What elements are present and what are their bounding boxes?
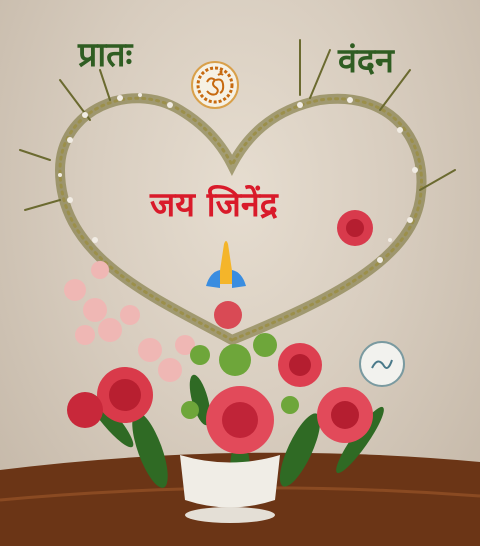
vase <box>180 455 280 508</box>
greeting-left-text: प्रातः <box>78 35 133 75</box>
folded-hands-icon <box>196 234 256 294</box>
om-icon <box>190 60 240 110</box>
greeting-right-text: वंदन <box>338 41 394 81</box>
title-text: जय जिनेंद्र <box>150 185 278 225</box>
watermark-stamp <box>358 340 406 388</box>
